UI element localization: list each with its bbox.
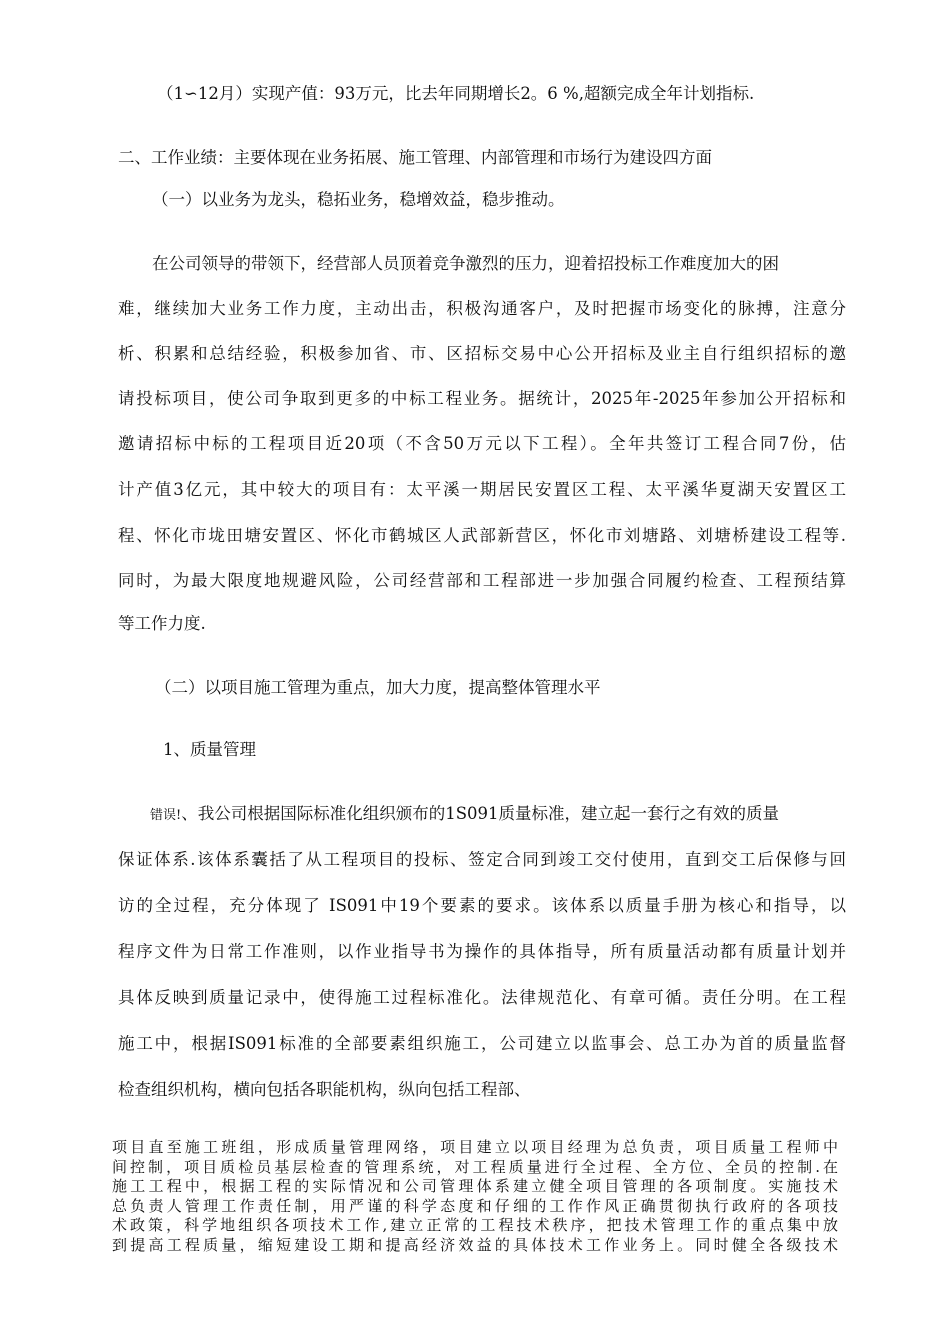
paragraph-line: 析、积累和总结经验，积极参加省、市、区招标交易中心公开招标及业主自行组织招标的邀 xyxy=(118,344,846,363)
intro-line: （1∽12月）实现产值：93万元，比去年同期增长2。6 %,超额完成全年计划指标. xyxy=(157,84,755,103)
paragraph-line: 请投标项目，使公司争取到更多的中标工程业务。据统计，2025年-2025年参加公开招标和 xyxy=(118,389,846,408)
sub-one-heading: （一）以业务为龙头，稳拓业务，稳增效益，稳步推动。 xyxy=(152,190,565,209)
continuation-line: 到提高工程质量，缩短建设工期和提高经济效益的具体技术工作业务上。同时健全各级技术 xyxy=(112,1235,838,1254)
paragraph-line: 施工中，根据IS091标准的全部要素组织施工，公司建立以监事会、总工办为首的质量监督 xyxy=(118,1034,846,1053)
paragraph-line: 同时，为最大限度地规避风险，公司经营部和工程部进一步加强合同履约检查、工程预结算 xyxy=(118,571,846,590)
paragraph-line: 程序文件为日常工作准则，以作业指导书为操作的具体指导，所有质量活动都有质量计划并 xyxy=(118,942,846,961)
paragraph-line: 邀请招标中标的工程项目近20项（不含50万元以下工程）。全年共签订工程合同7份，估 xyxy=(118,434,846,453)
item-one-heading: 1、质量管理 xyxy=(163,740,256,759)
sub-two-heading: （二）以项目施工管理为重点，加大力度，提高整体管理水平 xyxy=(155,678,601,697)
error-prefix: 错误! xyxy=(150,808,182,823)
continuation-line: 总负责人管理工作责任制，用严谨的科学态度和仔细的工作作风正确贯彻执行政府的各项技 xyxy=(112,1196,838,1215)
paragraph-line: 保证体系.该体系囊括了从工程项目的投标、签定合同到竣工交付使用，直到交工后保修与回 xyxy=(118,850,846,869)
paragraph-line: 计产值3亿元，其中较大的项目有：太平溪一期居民安置区工程、太平溪华夏湖天安置区工 xyxy=(118,480,846,499)
paragraph-line-rest: 、我公司根据国际标准化组织颁布的1S091质量标准，建立起一套行之有效的质量 xyxy=(181,804,780,823)
paragraph-line xyxy=(150,804,779,826)
paragraph-line: 在公司领导的带领下，经营部人员顶着竞争激烈的压力，迎着招投标工作难度加大的困 xyxy=(152,254,779,273)
paragraph-line: 检查组织机构，横向包括各职能机构，纵向包括工程部、 xyxy=(118,1080,531,1099)
continuation-line: 术政策，科学地组织各项技术工作,建立正常的工程技术秩序，把技术管理工作的重点集中放 xyxy=(112,1216,838,1234)
paragraph-line: 程、怀化市垅田塘安置区、怀化市鹤城区人武部新营区，怀化市刘塘路、刘塘桥建设工程等. xyxy=(118,526,846,545)
continuation-line: 施工工程中，根据工程的实际情况和公司管理体系建立健全项目管理的各项制度。实施技术 xyxy=(112,1177,838,1195)
paragraph-line: 难，继续加大业务工作力度，主动出击，积极沟通客户，及时把握市场变化的脉搏，注意分 xyxy=(118,299,846,318)
paragraph-line: 访的全过程，充分体现了 IS091中19个要素的要求。该体系以质量手册为核心和指导，以 xyxy=(118,896,846,915)
section-two-heading: 二、工作业绩：主要体现在业务拓展、施工管理、内部管理和市场行为建设四方面 xyxy=(118,148,712,167)
paragraph-line: 具体反映到质量记录中，使得施工过程标准化。法律规范化、有章可循。责任分明。在工程 xyxy=(118,988,846,1007)
continuation-line: 项目直至施工班组，形成质量管理网络，项目建立以项目经理为总负责，项目质量工程师中 xyxy=(112,1138,838,1156)
continuation-line: 间控制，项目质检员基层检查的管理系统，对工程质量进行全过程、全方位、全员的控制.在 xyxy=(112,1157,838,1176)
paragraph-line: 等工作力度. xyxy=(118,614,206,633)
